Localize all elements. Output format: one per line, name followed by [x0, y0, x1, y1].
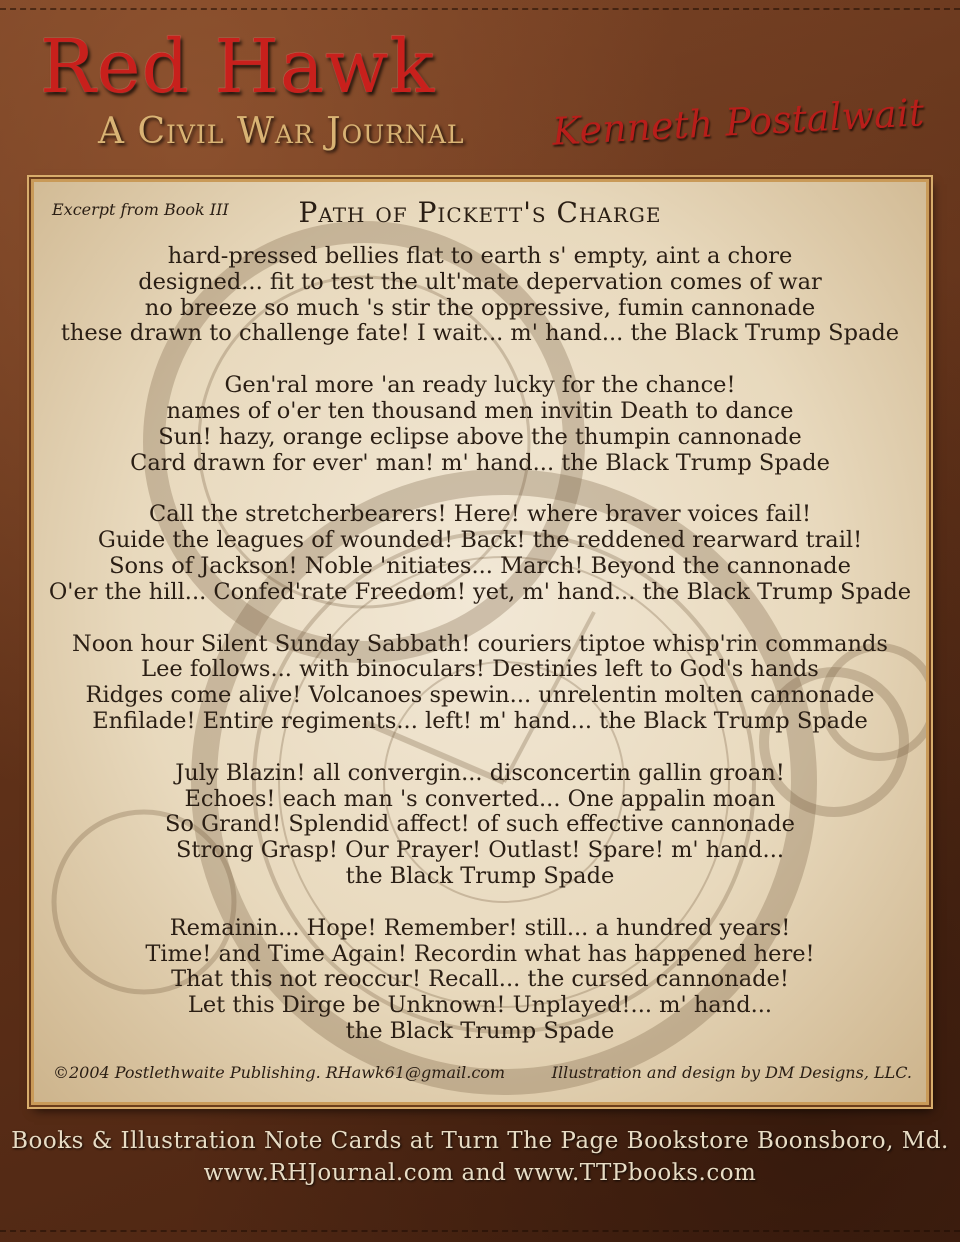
poem-line: Strong Grasp! Our Prayer! Outlast! Spare! m' hand...	[175, 837, 785, 864]
author-signature: Kenneth Postalwait	[550, 90, 925, 154]
stanza	[34, 916, 926, 1045]
website-line: www.RHJournal.com and www.TTPbooks.com	[203, 1160, 757, 1186]
brand-subtitle: A Civil War Journal	[98, 111, 465, 152]
leather-stitch-bottom	[0, 1230, 960, 1232]
brand-title: Red Hawk	[40, 24, 436, 110]
poem-line: Ridges come alive! Volcanoes spewin... unrelentin molten cannonade	[85, 682, 875, 709]
poem-line: July Blazin! all convergin... disconcertin gallin groan!	[175, 759, 785, 786]
poem-title: Path of Pickett's Charge	[298, 196, 662, 229]
poem-line: the Black Trump Spade	[345, 862, 615, 889]
poem-line: Let this Dirge be Unknown! Unplayed!... m' hand...	[187, 992, 773, 1019]
leather-stitch-top	[0, 8, 960, 10]
poem-line: these drawn to challenge fate! I wait... m' hand... the Black Trump Spade	[60, 320, 900, 347]
poem-line: Noon hour Silent Sunday Sabbath! couriers tiptoe whisp'rin commands	[72, 630, 888, 657]
poem-card	[31, 179, 929, 1105]
poem-line: Time! and Time Again! Recordin what has happened here!	[145, 940, 815, 967]
poem-line: the Black Trump Spade	[345, 1017, 615, 1044]
design-credit: Illustration and design by DM Designs, LLC.	[551, 1063, 912, 1082]
stanza	[34, 761, 926, 890]
poem-line: Card drawn for ever' man! m' hand... the Black Trump Spade	[130, 449, 830, 476]
stanza	[34, 244, 926, 347]
poem-line: Guide the leagues of wounded! Back! the reddened rearward trail!	[97, 527, 863, 554]
copyright-text: ©2004 Postlethwaite Publishing. RHawk61@gmail.com	[53, 1063, 506, 1082]
poem-body	[34, 244, 926, 1071]
poem-line: Call the stretcherbearers! Here! where braver voices fail!	[149, 501, 811, 528]
stanza	[34, 502, 926, 605]
stanza	[34, 373, 926, 476]
poem-line: Echoes! each man 's converted... One appalin moan	[184, 785, 776, 812]
poem-line: Gen'ral more 'an ready lucky for the chance!	[224, 372, 736, 399]
poem-line: Sun! hazy, orange eclipse above the thumpin cannonade	[158, 423, 802, 450]
poem-line: So Grand! Splendid affect! of such effective cannonade	[165, 811, 795, 838]
bookstore-line: Books & Illustration Note Cards at Turn The Page Bookstore Boonsboro, Md.	[11, 1128, 949, 1154]
poem-line: names of o'er ten thousand men invitin Death to dance	[166, 397, 794, 424]
poem-line: O'er the hill... Confed'rate Freedom! yet, m' hand... the Black Trump Spade	[48, 578, 912, 605]
excerpt-label: Excerpt from Book III	[52, 200, 229, 219]
poem-line: Sons of Jackson! Noble 'nitiates... March! Beyond the cannonade	[109, 552, 851, 579]
poem-line: designed... fit to test the ult'mate depervation comes of war	[138, 268, 822, 295]
poem-line: That this not reoccur! Recall... the cursed cannonade!	[171, 966, 789, 993]
poem-line: Remainin... Hope! Remember! still... a hundred years!	[169, 914, 791, 941]
poem-line: Lee follows... with binoculars! Destinies left to God's hands	[141, 656, 819, 683]
stanza	[34, 632, 926, 735]
poem-line: no breeze so much 's stir the oppressive, fumin cannonade	[144, 294, 816, 321]
poem-line: Enfilade! Entire regiments... left! m' hand... the Black Trump Spade	[92, 707, 868, 734]
poem-line: hard-pressed bellies flat to earth s' empty, aint a chore	[167, 243, 793, 269]
